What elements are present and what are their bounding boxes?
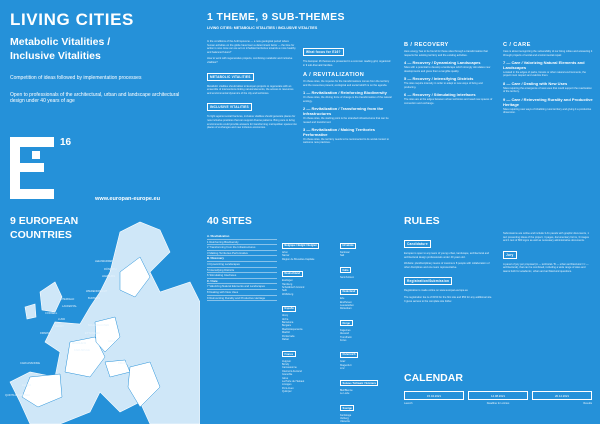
theme-list-item: A / Revitalization — [207, 234, 277, 240]
recovery-column — [404, 42, 494, 105]
site-item: Forus — [340, 339, 347, 343]
recovery-title: B / RECOVERY — [404, 42, 449, 48]
what-focus-label: What focus for E16? — [303, 48, 344, 56]
theme-list-item: 7 Valorizing Natural Elements and Landscapes — [207, 284, 277, 290]
subtheme-6-title: 6 — Recovery / Stimulating Interfaces — [404, 92, 476, 98]
site-item: Avignon — [282, 359, 291, 363]
map-label: LAUFENTAL — [62, 305, 77, 308]
rule-label: Candidature — [404, 240, 431, 248]
subtitle-line-2: Inclusive Vitalities — [10, 50, 101, 62]
calendar-label: Deadline for entries — [486, 402, 510, 405]
site-item: Esslingen — [282, 279, 293, 283]
map-label: CARCASSONNE — [20, 362, 41, 365]
country-label: España — [282, 306, 296, 312]
main-title: LIVING CITIES — [10, 10, 134, 29]
site-item: Bondy — [282, 362, 290, 366]
map-label: RÖSRATH — [104, 268, 117, 271]
map-labels — [0, 212, 200, 424]
inclusive-label: INCLUSIVE VITALITIES — [207, 103, 252, 111]
subtheme-3-text: On these sites, the territory needs to be reconnected to its social context to welcome new practices. — [303, 137, 389, 145]
country-label: Belgique / België / Belgien — [282, 243, 319, 249]
site-item: Fagernes — [340, 328, 351, 332]
country-label: Italia — [340, 267, 351, 273]
map-label: LUND — [58, 318, 66, 321]
map-label: QUINTA DA GRANJA — [5, 394, 30, 397]
site-item: Schwäbisch Gmünd — [282, 286, 305, 290]
calendar-timeline — [404, 391, 592, 406]
subtheme-1-title: 1 — Revitalization / Reinforcing Biodiversity — [303, 90, 387, 96]
europan-logo — [10, 137, 54, 199]
site-item: Sant'Antioco — [340, 275, 354, 279]
site-item: Bergara — [282, 324, 291, 328]
theme-list-item: 5 Intensifying Districts — [207, 268, 277, 274]
intro-text: Competition of ideas followed by implementation processes — [10, 75, 142, 81]
country-label: Suisse / Schweiz / Svizzera — [340, 380, 378, 386]
site-item: Istres — [282, 376, 289, 380]
subtheme-9-title: 9 — Care / Reinventing Rurality and Productive Heritage — [503, 96, 593, 107]
subtheme-1-text: On these sites, the driving force of change is the transformation of the natural ecology. — [303, 96, 392, 103]
metabolic-text: Metabolic vitalities should allow to Europan projects to regenerate with an ensemble of interventions linking natural elements, the access to resources and environmental dynamics of the city and territories. — [207, 84, 294, 95]
map-label: TIRANA — [118, 362, 128, 365]
rule-text: Registration is made online on www.europan-europe.eu — [404, 289, 468, 293]
edition-number: 16 — [60, 137, 72, 148]
site-item: Carcassonne — [282, 366, 297, 370]
map-label: CORNELL — [45, 312, 58, 315]
care-intro: Care is about recognizing the vulnerability of our living milieu and answering it through projects of social and environmental repair. — [503, 50, 593, 57]
theme-list-item: 3 Making Territories Performative — [207, 251, 277, 257]
theme-list-item: 9 Reinventing Rurality and Productive Heritage — [207, 296, 277, 302]
subtheme-7-title: 7 — Care / Valorizing Natural Elements and Landscapes — [503, 60, 585, 70]
map-label: ALZIRA — [22, 384, 32, 387]
site-item: Barcelona — [282, 321, 294, 325]
calendar-title: CALENDAR — [404, 372, 463, 384]
site-item: Madrid-Esperanza — [282, 327, 303, 331]
site-item: Wolfsburg — [282, 292, 294, 296]
rules-title: RULES — [404, 215, 440, 227]
subtheme-8-title: 8 — Care / Dealing with New Uses — [503, 80, 568, 86]
map-label: ALCOY — [55, 325, 64, 328]
revitalization-title: A / REVITALIZATION — [303, 72, 365, 79]
revitalization-column — [303, 40, 393, 145]
site-item: Klagenfurt — [340, 363, 352, 367]
calendar-date: 20.12.2021 — [532, 391, 592, 400]
site-item: Sali — [340, 254, 345, 258]
site-item: Limoges — [282, 383, 292, 387]
site-item: Leeuwarden — [340, 304, 354, 308]
site-item: Karlovac — [340, 251, 350, 254]
subtitle-line-1: Metabolic Vitalities / — [10, 36, 111, 48]
cover-panel — [0, 0, 200, 212]
map-label: KARLSRUHE — [74, 349, 90, 352]
countries-title-1: 9 EUROPEAN — [10, 215, 79, 227]
subtheme-2-title: 2 — Revitalization / Transforming from the Infrastructures — [303, 106, 384, 117]
site-item: Linz — [340, 367, 345, 371]
site-item: Biel/Bienne — [340, 388, 353, 392]
recovery-intro: Here energy has to be found for these sites through a transformation that respects the existing territory and the existing activities. — [404, 50, 488, 57]
map-label: BUDWEIS — [88, 297, 101, 300]
site-item: Alzira — [282, 317, 289, 321]
subtheme-5-text: The sites require intensity in order to adapt to new ways of living and producing. — [404, 81, 483, 89]
rule-text: The registration fee is of €150 for the first site and €50 for any additional site. It gives access to the complete site folder. — [404, 295, 493, 303]
country-label: Nederland — [340, 289, 358, 295]
subtheme-8-text: Sites requiring the emergence of new uses that could support the reactivation of the territory. — [503, 86, 592, 94]
rule-text: Website: pluridisciplinary teams of maximum 8 people with collaboration of other disciplines and one team representative. — [404, 262, 490, 269]
rule-text: Europan is open to any team of young urban, landscape, architectural and architectural design professionals under 40 years old. — [404, 252, 490, 259]
calendar-date: 15.04.2021 — [404, 391, 464, 400]
site-item: Eindhoven — [340, 300, 352, 304]
calendar-label: Launch — [404, 402, 413, 405]
site-item: Ede — [340, 297, 345, 301]
map-label: GRAZ — [108, 340, 116, 343]
map-label: HAMBURG — [102, 275, 116, 278]
calendar-entry — [532, 391, 592, 406]
site-item: Alesund — [340, 332, 350, 336]
themes-intro-p1: In the conditions of the Anthropocene — a new geological period where human activities on the globe have been a determinant factor — the time for action is now. How can we act on inhabited territories towards a more healthy and balanced future? — [207, 40, 296, 54]
site-item: Madrid — [282, 331, 290, 335]
themes-intro-column — [207, 40, 297, 130]
theme-list-item: 8 Dealing with New Uses — [207, 290, 277, 296]
what-focus-text: The Europan 16 themes are presented in a common reading grid, organized in 9 sub-thematic families. — [303, 60, 391, 67]
site-item: Varberg — [340, 416, 349, 420]
calendar-date: 14.08.2021 — [468, 391, 528, 400]
map-label: SCHAFFHAUSEN — [88, 324, 110, 327]
country-label: France — [282, 351, 296, 357]
country-label: Hrvatska — [340, 243, 356, 249]
countries-title-2: COUNTRIES — [10, 229, 72, 241]
country-label: Deutschland — [282, 271, 303, 277]
subtheme-2-text: On these sites, the starting point is the stranded infrastructures that can be reused and transformed. — [303, 116, 389, 124]
sites-title: 40 SITES — [207, 215, 252, 227]
site-item: Quimper — [282, 390, 292, 394]
calendar-entry — [404, 391, 464, 406]
rule-text: A panel of jury per proposal (A — territorial / B — urban architectural / C — architectural), that can be combined, including a wide range of sites and teams both for academic, urban and architectural questions. — [503, 262, 589, 273]
subtheme-5-title: 5 — Recovery / Intensifying Districts — [404, 76, 474, 82]
theme-list-item: C / Care — [207, 279, 277, 285]
site-item: Rotterdam — [340, 307, 352, 311]
site-item: Grenoble — [282, 373, 293, 377]
theme-list-item: 4 Dynamizing Landscapes — [207, 262, 277, 268]
rule-label: Registration/Submission — [404, 277, 452, 285]
site-item: Västerås — [340, 420, 350, 424]
site-item: Ponferrada — [282, 334, 295, 338]
site-item: Graz — [340, 360, 346, 364]
site-item: Karlskoga — [340, 413, 352, 417]
country-label: Österreich — [340, 352, 358, 358]
theme-list-item: 6 Stimulating Interfaces — [207, 273, 277, 279]
subtheme-3-title: 3 — Revitalization / Making Territories Performative — [303, 127, 375, 137]
subtheme-4-title: 4 — Recovery / Dynamizing Landscapes — [404, 60, 481, 66]
rule-label: Jury — [503, 251, 517, 259]
calendar-entry — [468, 391, 528, 406]
site-item: Trondheim — [340, 335, 352, 339]
theme-list — [207, 234, 277, 301]
calendar-label: Results — [583, 402, 592, 405]
website-link[interactable]: www.europan-europe.eu — [95, 196, 161, 202]
subtheme-4-text: Sites with a potential to develop a landscape which strongly stimulates new developments and gives them a tangible quality. — [404, 65, 491, 73]
sites-column-1 — [282, 233, 337, 394]
rules-column-2 — [503, 232, 593, 274]
site-item: Pont-Aven — [282, 386, 294, 390]
site-item: Rabat — [282, 338, 289, 342]
themes-intro-p2: How to work with regenerative projects, combining metabolic and inclusive vitalities? — [207, 57, 293, 64]
site-item: Clermont-Ferrand — [282, 369, 302, 373]
subtheme-9-text: Sites requiring new ways of inhabiting rural territory and giving it a productive dimension. — [503, 107, 592, 115]
site-item: Selb — [282, 289, 288, 293]
metabolic-label: METABOLIC VITALITIES — [207, 73, 254, 81]
site-item: Alcoy — [282, 314, 289, 318]
rule-text: Submissions are online and include 3 A1 panels with graphic documents, 1 text presenting ideas of the project, 4 pages, documentary forms, 3 images and 1 text of 800 signs as well as necessary administrative documents. — [503, 232, 589, 243]
care-title: C / CARE — [503, 42, 531, 48]
themes-title: 1 THEME, 9 SUB-THEMES — [207, 11, 345, 23]
site-item: Hamburg — [282, 282, 293, 286]
revitalization-intro: On these sites, the impetus for the transformations comes from the territory and the resources present; ecological and social rebirth is on the agenda. — [303, 80, 390, 87]
map-label: WIERENDRECHT — [86, 290, 108, 293]
rules-column-1 — [404, 232, 494, 303]
country-label: Norge — [340, 320, 353, 326]
theme-list-item: 2 Transforming from the Infrastructures — [207, 245, 277, 251]
map-label: LEEUWARDEN — [95, 260, 114, 263]
site-item: Arlon — [282, 251, 288, 254]
subtheme-7-text: Located in the edges of parks, forests or other natural environments, the project must respect and valorize them. — [503, 70, 586, 78]
site-item: La Porte du Hainaut — [282, 379, 305, 383]
map-label: FIRMINY — [40, 332, 51, 335]
site-item: Région de Bruxelles-Capitale — [282, 257, 315, 261]
themes-subtitle: LIVING CITIES: METABOLIC VITALITIES / INCLUSIVE VITALITIES — [207, 26, 318, 30]
inclusive-text: To fight against social fractures, inclusive vitalities should generate places for new inclusive practices that can support diverse patterns. Bring care to living environments could provide answers for transforming metropolitan spaces into places of exchanges and new inclusive economies. — [207, 115, 297, 130]
site-item: Namur — [282, 254, 290, 258]
theme-list-item: 1 Reinforcing Biodiversity — [207, 240, 277, 246]
map-label: MANNHEIM — [72, 342, 87, 345]
site-item: Le Locle — [340, 392, 350, 396]
care-column — [503, 42, 593, 115]
subtheme-6-text: The sites are at the edges between urban territories and need new spaces of connection and exchange. — [404, 97, 493, 105]
map-label: BITERFELD — [60, 298, 75, 301]
map-label: ETTLINGEN — [85, 332, 100, 335]
intro-text-2: Open to professionals of the architectural, urban and landscape architectural design under 40 years of age — [10, 92, 180, 105]
sites-column-2 — [340, 233, 395, 424]
theme-list-item: B / Recovery — [207, 256, 277, 262]
country-label: Sverige — [340, 405, 354, 411]
